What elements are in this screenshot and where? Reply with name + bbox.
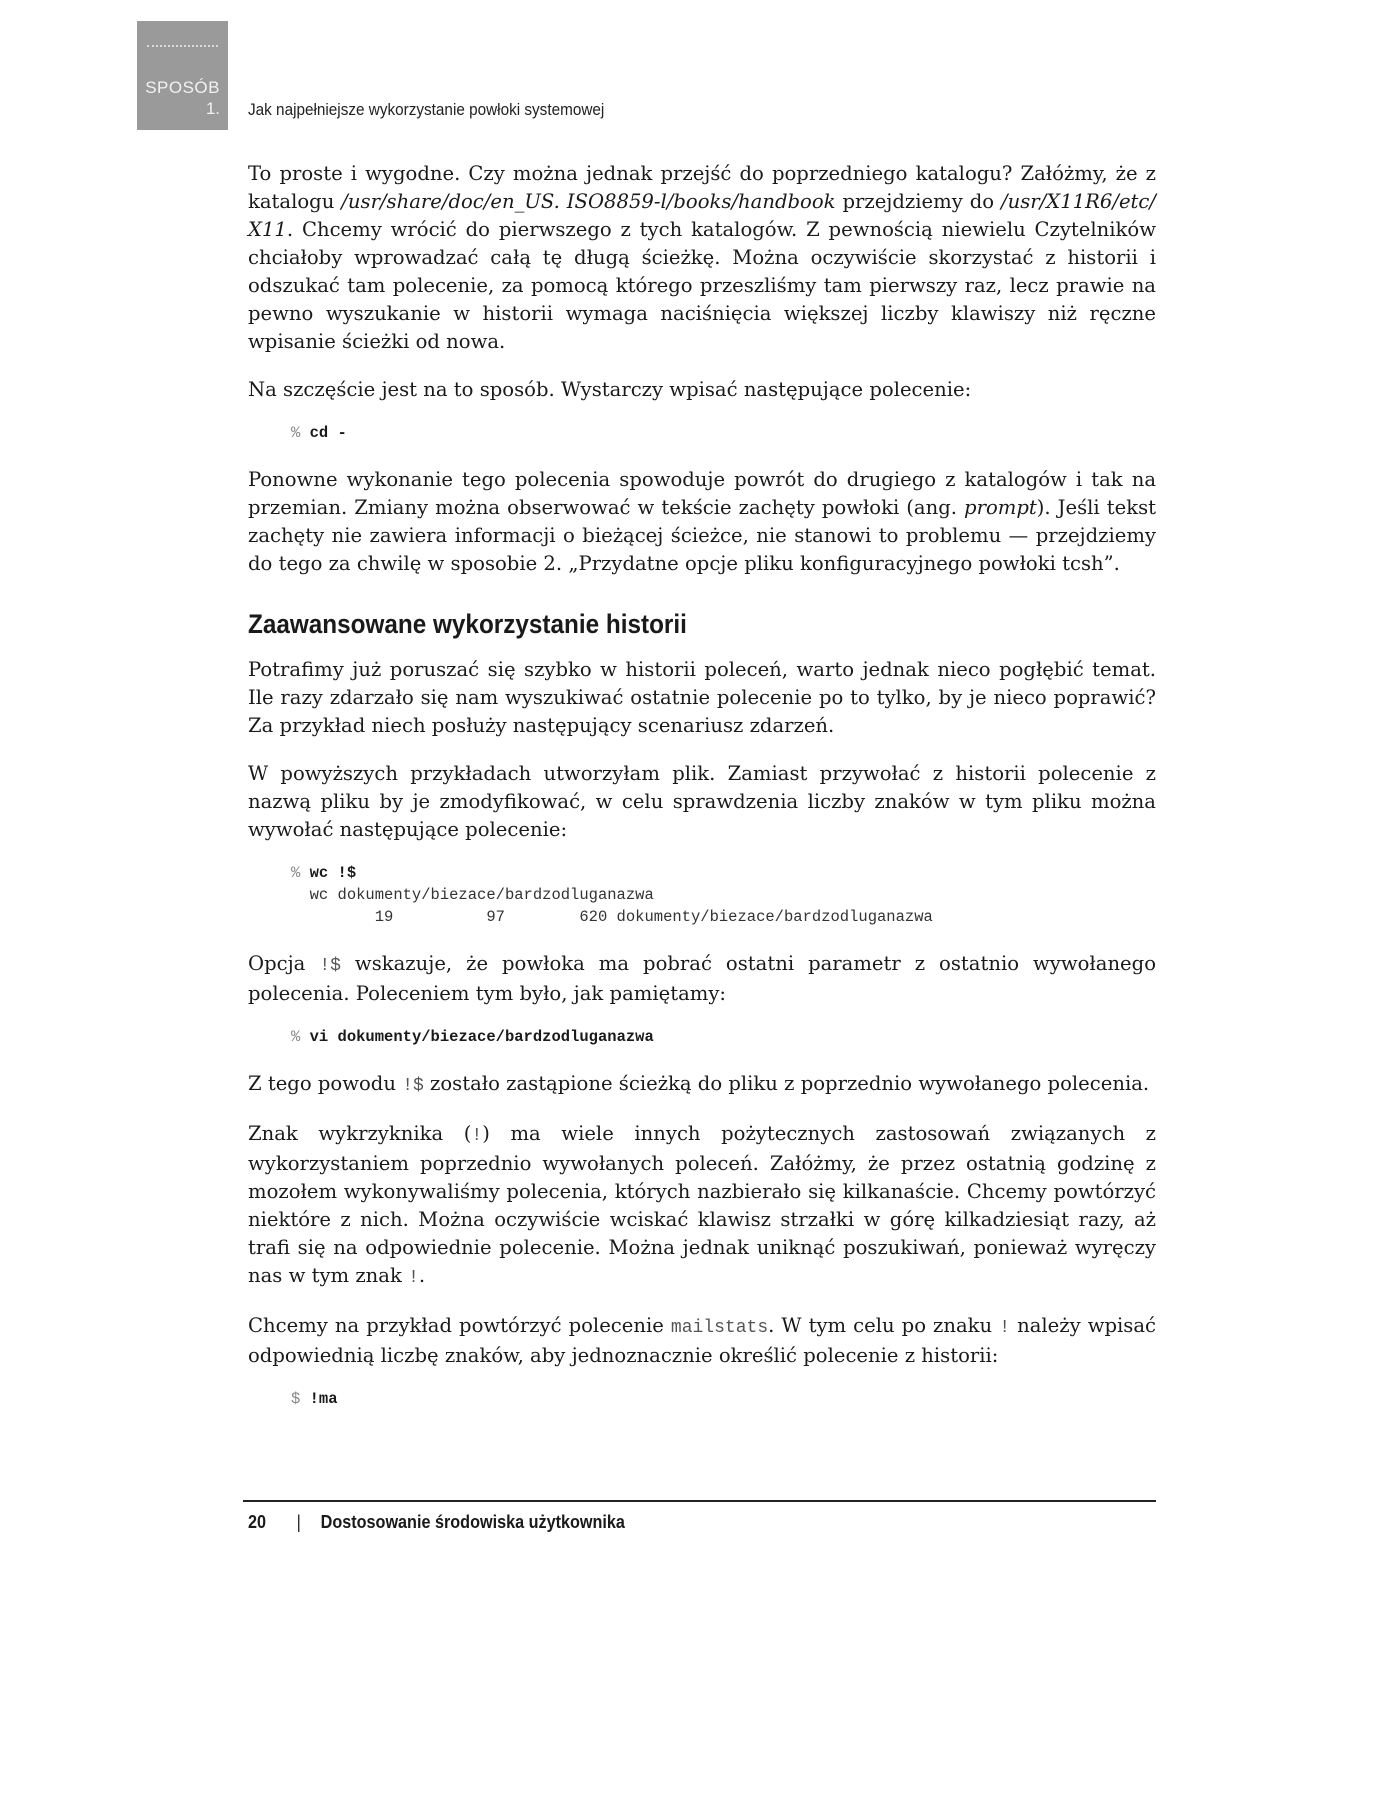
text: Opcja: [248, 952, 320, 975]
paragraph-1: [248, 160, 1156, 356]
code-block-4: [291, 1388, 1156, 1410]
text: zostało zastąpione ścieżką do pliku z poprzednio wywołanego polecenia.: [423, 1072, 1150, 1095]
inline-code: !: [471, 1126, 483, 1146]
running-head: Jak najpełniejsze wykorzystanie powłoki systemowej: [248, 100, 605, 119]
text: . Chcemy wrócić do pierwszego z tych katalogów. Z pewnością niewielu Czytelników chciałoby wprowadzać całą tę długą ścieżkę. Można oczywiście skorzystać z historii i odszukać tam polecenie, za pomocą którego przeszliśmy tam pierwszy raz, lecz prawie na pewno wyszukanie w historii wymaga naciśnięcia większej liczby klawiszy niż ręczne wpisanie ścieżki od nowa.: [248, 218, 1156, 353]
text: Z tego powodu: [248, 1072, 403, 1095]
path-emphasis: /usr/X11R6/etc/ X11: [248, 190, 1157, 241]
paragraph-3: [248, 466, 1156, 578]
code-block-1: [291, 422, 1156, 444]
text: .: [418, 1264, 426, 1287]
shell-prompt: %: [291, 424, 301, 442]
badge-label: SPOSÓB: [145, 78, 220, 97]
text: wskazuje, że powłoka ma pobrać ostatni parametr z ostatnio wywołanego polecenia. Poleceniem tym było, jak pamiętamy:: [248, 952, 1156, 1005]
paragraph-9: [248, 1312, 1156, 1370]
shell-prompt: $: [291, 1390, 301, 1408]
term-emphasis: prompt: [964, 496, 1037, 519]
command: !ma: [309, 1390, 338, 1408]
badge-dotted-rule: [147, 45, 218, 47]
command-echo: wc dokumenty/biezace/bardzodluganazwa: [309, 886, 654, 904]
badge-number: 1.: [205, 99, 220, 118]
text: ). Jeśli tekst zachęty nie zawiera informacji o bieżącej ścieżce, nie stanowi to problemu — przejdziemy do tego za chwilę w sposobie 2. „Przydatne opcje pliku konfiguracyjnego powłoki tcsh”.: [248, 496, 1157, 575]
paragraph-8: [248, 1120, 1156, 1292]
command: cd -: [309, 424, 347, 442]
text: Ponowne wykonanie tego polecenia spowoduje powrót do drugiego z katalogów i tak na przemian. Zmiany można obserwować w tekście zachęty powłoki (ang.: [248, 468, 1156, 519]
shell-prompt: %: [291, 864, 301, 882]
section-badge: [137, 21, 228, 130]
code-block-2: [291, 862, 1156, 928]
paragraph-5: W powyższych przykładach utworzyłam plik. Zamiast przywołać z historii polecenie z nazwą pliku by je zmodyfikować, w celu sprawdzenia liczby znaków w tym pliku można wywołać następujące polecenie:: [248, 762, 1156, 841]
paragraph-4: Potrafimy już poruszać się szybko w historii poleceń, warto jednak nieco pogłębić temat. Ile razy zdarzało się nam wyszukiwać ostatnie polecenie po to tylko, by je nieco poprawić? Za przykład niech posłuży następujący scenariusz zdarzeń.: [248, 658, 1156, 737]
text: To proste i wygodne. Czy można jednak przejść do poprzedniego katalogu? Załóżmy, że z katalogu: [248, 162, 1156, 213]
inline-code: !: [999, 1318, 1011, 1338]
text: . W tym celu po znaku: [768, 1314, 1000, 1337]
text: przejdziemy do: [835, 190, 1002, 213]
path-emphasis: /usr/share/doc/en_US. ISO8859-l/books/handbook: [341, 190, 836, 213]
shell-prompt: %: [291, 1028, 301, 1046]
paragraph-6: [248, 950, 1156, 1008]
page-footer: [248, 1512, 625, 1533]
page-number: 20: [248, 1512, 267, 1532]
text: należy wpisać odpowiednią liczbę znaków, aby jednoznacznie określić polecenie z historii:: [248, 1314, 1156, 1367]
chapter-title: Dostosowanie środowiska użytkownika: [320, 1512, 625, 1532]
section-heading: Zaawansowane wykorzystanie historii: [248, 609, 687, 639]
inline-code: !$: [319, 956, 341, 976]
inline-code: !$: [402, 1076, 424, 1096]
text: Znak wykrzyknika (: [248, 1122, 472, 1145]
footer-separator: |: [296, 1512, 301, 1532]
footer-rule: [243, 1500, 1156, 1502]
inline-code: !: [408, 1268, 419, 1288]
command-output: 19 97 620 dokumenty/biezace/bardzodluganazwa: [309, 908, 933, 926]
command: wc !$: [309, 864, 357, 882]
page-body: [248, 160, 1156, 1432]
inline-code: mailstats: [670, 1318, 769, 1338]
paragraph-2: Na szczęście jest na to sposób. Wystarczy wpisać następujące polecenie:: [248, 378, 972, 401]
text: ) ma wiele innych pożytecznych zastosowań związanych z wykorzystaniem poprzednio wywołanych poleceń. Załóżmy, że przez ostatnią godzinę z mozołem wykonywaliśmy polecenia, których nazbierało się kilkanaście. Chcemy powtórzyć niektóre z nich. Można oczywiście wciskać klawisz strzałki w górę kilkadziesiąt razy, aż trafi się na odpowiednie polecenie. Można jednak uniknąć poszukiwań, ponieważ wyręczy nas w tym znak: [248, 1122, 1156, 1287]
code-block-3: [291, 1026, 1156, 1048]
command: vi dokumenty/biezace/bardzodluganazwa: [309, 1028, 654, 1046]
text: Chcemy na przykład powtórzyć polecenie: [248, 1314, 671, 1337]
paragraph-7: [248, 1070, 1156, 1100]
